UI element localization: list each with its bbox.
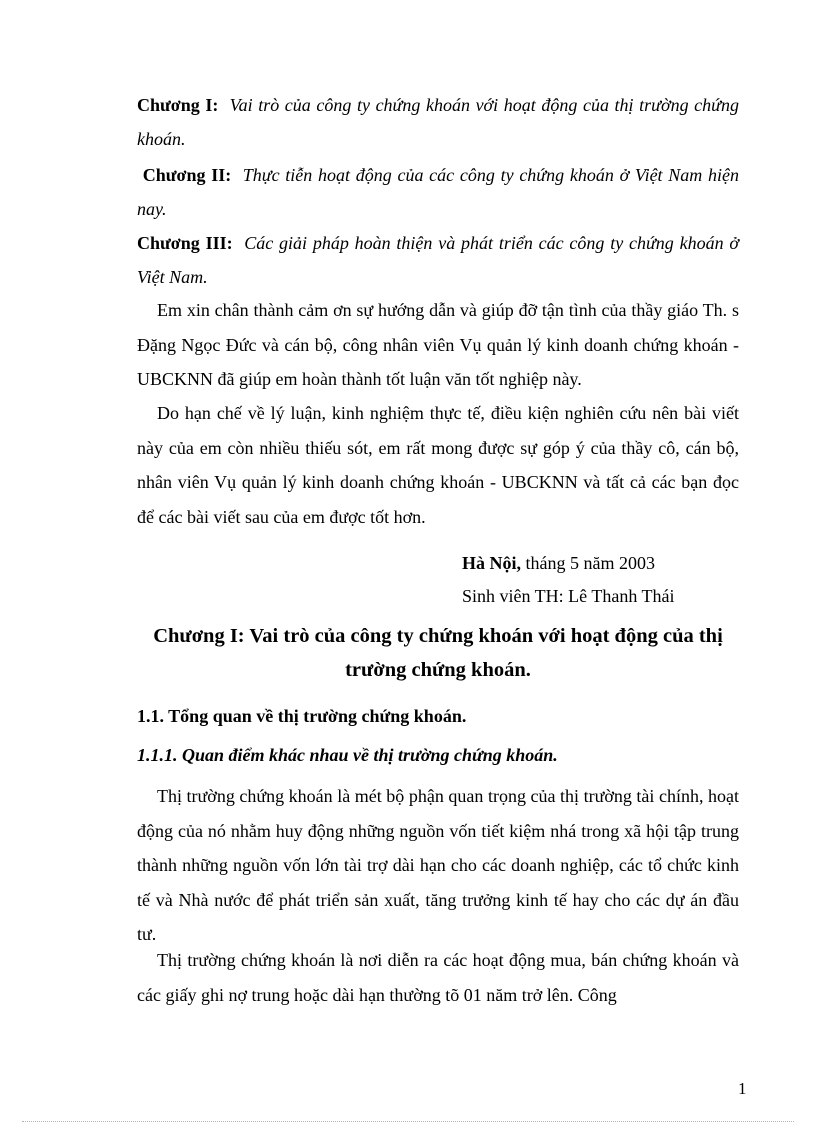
subsection-heading: 1.1.1. Quan điểm khác nhau về thị trường chứng khoán. (137, 745, 558, 765)
chapter-label: Chương II: (142, 165, 232, 185)
chapter-1-summary (137, 88, 739, 156)
chapter-description: Thực tiễn hoạt động của các công ty chứng khoán ở Việt Nam hiện nay. (137, 165, 740, 219)
signature-place-date (462, 546, 655, 580)
signature-place: Hà Nội, (462, 553, 522, 573)
chapter-label: Chương I: (137, 95, 219, 115)
chapter-description: Vai trò của công ty chứng khoán với hoạt động của thị trường chứng khoán. (137, 95, 739, 149)
chapter-label: Chương III: (137, 233, 233, 253)
signature-date: tháng 5 năm 2003 (525, 553, 655, 573)
chapter-title: Chương I: Vai trò của công ty chứng khoán với hoạt động của thị trường chứng khoán. (153, 625, 723, 681)
page-number: 1 (738, 1079, 747, 1098)
chapter-2-summary (137, 158, 739, 226)
page-bottom-divider (22, 1121, 794, 1122)
body-paragraph: Thị trường chứng khoán là nơi diễn ra các hoạt động mua, bán chứng khoán và các giấy ghi nợ trung hoặc dài hạn thường tõ 01 năm trở lên. Công (137, 950, 739, 1005)
acknowledgement-paragraph: Em xin chân thành cảm ơn sự hướng dẫn và giúp đỡ tận tình của thầy giáo Th. s Đặng Ngọc Đức và cán bộ, công nhân viên Vụ quản lý kinh doanh chứng khoán - UBCKNN đã giúp em hoàn thành tốt luận văn tốt nghiệp này. (137, 300, 739, 389)
signature-author: Sinh viên TH: Lê Thanh Thái (462, 586, 675, 606)
chapter-3-summary (137, 226, 739, 294)
body-paragraph: Thị trường chứng khoán là mét bộ phận quan trọng của thị trường tài chính, hoạt động của nó nhằm huy động những nguồn vốn tiết kiệm nhá trong xã hội tập trung thành những nguồn vốn lớn tài trợ dài hạn cho các doanh nghiệp, các tổ chức kinh tế và Nhà nước để phát triển sản xuất, tăng trưởng kinh tế hay cho các dự án đầu tư. (137, 786, 739, 944)
chapter-description: Các giải pháp hoàn thiện và phát triển các công ty chứng khoán ở Việt Nam. (137, 233, 739, 287)
section-heading: 1.1. Tổng quan về thị trường chứng khoán. (137, 706, 467, 726)
limitations-paragraph: Do hạn chế về lý luận, kinh nghiệm thực tế, điều kiện nghiên cứu nên bài viết này của em còn nhiều thiếu sót, em rất mong được sự góp ý của thầy cô, cán bộ, nhân viên Vụ quản lý kinh doanh chứng khoán - UBCKNN và tất cả các bạn đọc để các bài viết sau của em được tốt hơn. (137, 403, 739, 527)
